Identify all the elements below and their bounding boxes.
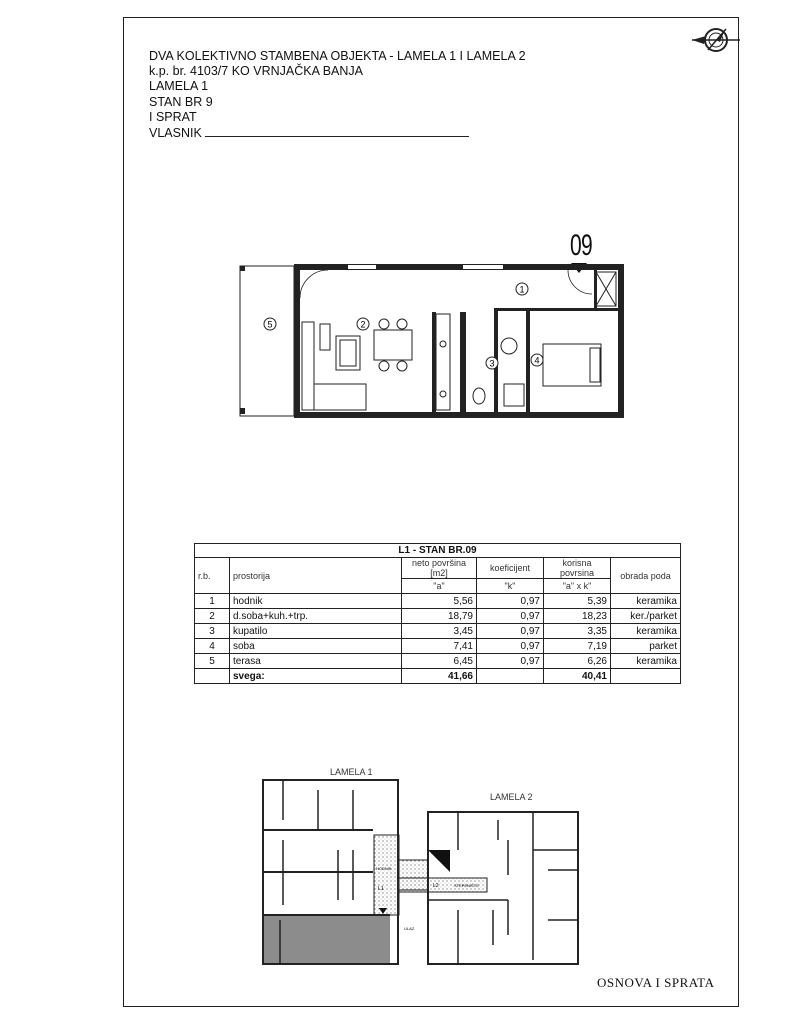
header-room: prostorija [230,558,402,594]
table-row: 5 terasa 6,45 0,97 6,26 keramika [195,654,681,669]
apartment-floor-plan [238,258,628,426]
apartment-number: 09 [570,229,592,262]
owner-signature-line [205,125,469,137]
owner-label: VLASNIK [149,126,202,141]
corridor-label: HODNIK [376,866,392,871]
sub-axk: "a" x k" [544,579,611,594]
header-rb: r.b. [195,558,230,594]
room-label-1: 1 [519,284,525,295]
lamela1-label: LAMELA 1 [330,767,373,777]
sub-k: "k" [477,579,544,594]
room-label-3: 3 [489,358,495,369]
table-row: 3 kupatilo 3,45 0,97 3,35 keramika [195,624,681,639]
apartment-label: STAN BR 9 [149,94,213,109]
table-title: L1 - STAN BR.09 [195,544,681,558]
header-coef: koeficijent [477,558,544,579]
area-table [194,543,681,684]
table-total-row [195,669,681,684]
site-key-plan [258,760,588,970]
north-arrow-icon [690,22,740,58]
lamela-label: LAMELA 1 [149,79,209,94]
project-title: DVA KOLEKTIVNO STAMBENA OBJEKTA - LAMELA 1 I LAMELA 2 [149,49,526,63]
sheet-title: OSNOVA I SPRATA [597,975,715,990]
total-net: 41,66 [402,669,477,684]
header-usable: korisna povrsina [544,558,611,579]
table-header-row [195,558,681,579]
header-floor: obrada poda [611,558,681,594]
l1-stair-label: L1 [378,886,384,892]
table-row: 1 hodnik 5,56 0,97 5,39 keramika [195,594,681,609]
l2-stair-label: L2 [433,883,439,889]
room-label-5: 5 [267,319,273,330]
floor-label: I SPRAT [149,109,197,124]
owner-row [149,125,526,141]
parcel-number: k.p. br. 4103/7 KO VRNJAČKA BANJA [149,64,363,79]
table-row: 4 soba 7,41 0,97 7,19 parket [195,639,681,654]
highlighted-apartment [264,915,390,963]
stair-label: STEPENIŠTE [454,883,479,888]
total-label: svega: [230,669,402,684]
title-block [149,49,526,141]
header-net-area: neto površina [m2] [402,558,477,579]
sub-a: "a" [402,579,477,594]
total-usable: 40,41 [544,669,611,684]
entrance-label: ULAZ [404,926,415,931]
lamela2-label: LAMELA 2 [490,792,533,802]
room-label-4: 4 [534,355,540,366]
table-row: 2 d.soba+kuh.+trp. 18,79 0,97 18,23 ker./parket [195,609,681,624]
room-label-2: 2 [360,319,366,330]
